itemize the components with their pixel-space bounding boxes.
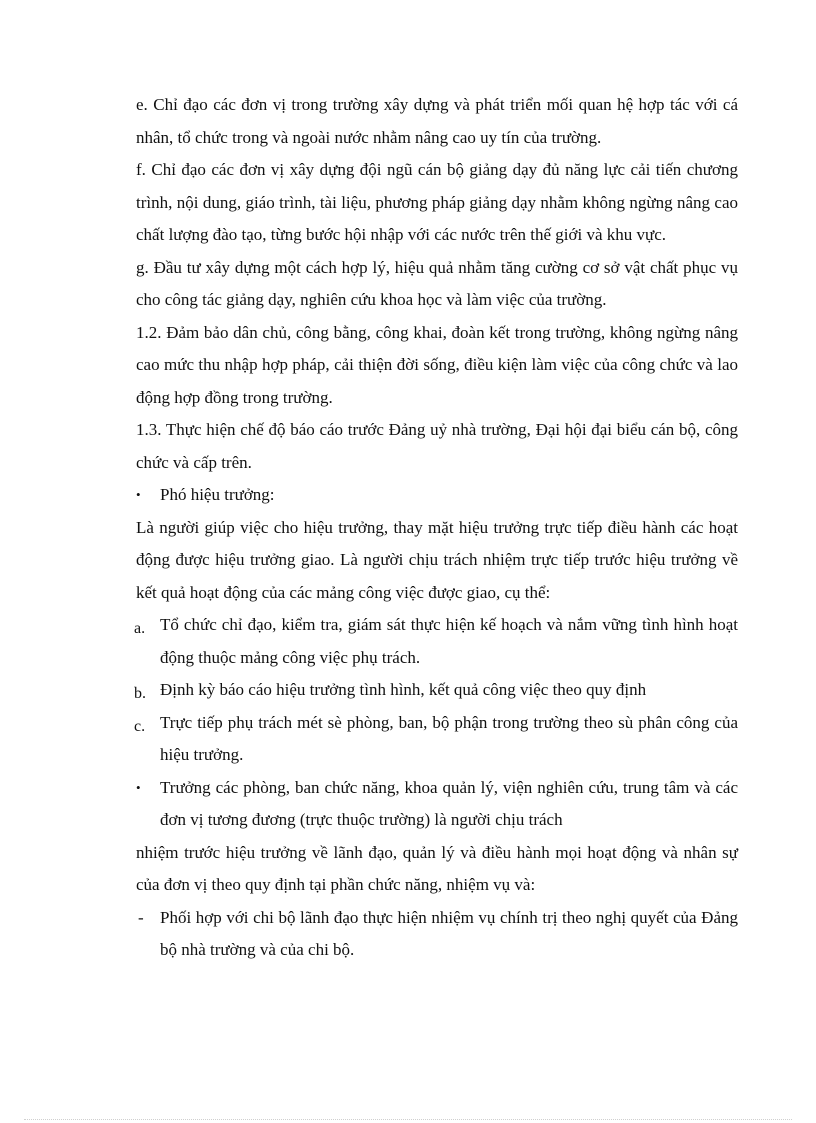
list-marker: a. [134,620,146,637]
paragraph-1-3: 1.3. Thực hiện chế độ báo cáo trước Đảng uỷ nhà trường, Đại hội đại biểu cán bộ, công chức và cấp trên. [136,420,738,472]
list-marker: c. [134,717,146,735]
list-item-text: Phối hợp với chi bộ lãnh đạo thực hiện nhiệm vụ chính trị theo nghị quyết của Đảng bộ nhà trường và của chi bộ. [160,907,738,959]
bullet-item-label: Trưởng các phòng, ban chức năng, khoa quản lý, viện nghiên cứu, trung tâm và các đơn vị tương đương (trực thuộc trường) là người chịu trách [160,777,738,829]
page-bottom-divider [24,1119,792,1120]
list-marker: b. [134,685,146,702]
bullet-icon: • [136,779,141,795]
list-item-text: Trực tiếp phụ trách mét sè phòng, ban, bộ phận trong trường theo sù phân công của hiệu trưởng. [160,712,738,764]
paragraph-deputy-intro: Là người giúp việc cho hiệu trưởng, thay mặt hiệu trưởng trực tiếp điều hành các hoạt động được hiệu trưởng giao. Là người chịu trách nhiệm trực tiếp trước hiệu trưởng về kết quả hoạt động của các mảng công việc được giao, cụ thể: [136,517,738,602]
paragraph-f: f. Chỉ đạo các đơn vị xây dựng đội ngũ cán bộ giảng dạy đủ năng lực cải tiến chương trình, nội dung, giáo trình, tài liệu, phương pháp giảng dạy nhằm không ngừng nâng cao chất lượng đào tạo, từng bước hội nhập với các nước trên thế giới và khu vực. [136,160,738,244]
bullet-icon: • [136,487,141,502]
paragraph-e: e. Chỉ đạo các đơn vị trong trường xây dựng và phát triển mối quan hệ hợp tác với cá nhân, tổ chức trong và ngoài nước nhằm nâng cao uy tín của trường. [136,95,738,147]
bullet-item-deputy-principal [136,479,738,512]
list-item-b [136,674,738,707]
list-item-c [136,707,738,772]
bullet-item-unit-heads [136,772,738,837]
list-item-a [136,609,738,674]
paragraph-unit-heads-continued: nhiệm trước hiệu trưởng về lãnh đạo, quản lý và điều hành mọi hoạt động và nhân sự của đơn vị theo quy định tại phần chức năng, nhiệm vụ và: [136,842,738,894]
document-body [136,89,738,967]
dash-marker: - [138,907,144,927]
list-item-text: Định kỳ báo cáo hiệu trưởng tình hình, kết quả công việc theo quy định [160,680,647,699]
paragraph-g: g. Đầu tư xây dựng một cách hợp lý, hiệu quả nhằm tăng cường cơ sở vật chất phục vụ cho công tác giảng dạy, nghiên cứu khoa học và làm việc của trường. [136,257,738,309]
bullet-item-label: Phó hiệu trưởng: [160,485,275,504]
list-item-text: Tổ chức chỉ đạo, kiểm tra, giám sát thực hiện kế hoạch và nắm vững tình hình hoạt động thuộc mảng công việc phụ trách. [160,615,738,667]
dash-item-coordinate [136,902,738,967]
paragraph-1-2: 1.2. Đảm bảo dân chủ, công bằng, công khai, đoàn kết trong trường, không ngừng nâng cao mức thu nhập hợp pháp, cải thiện đời sống, điều kiện làm việc của công chức và lao động hợp đồng trong trường. [136,322,738,407]
